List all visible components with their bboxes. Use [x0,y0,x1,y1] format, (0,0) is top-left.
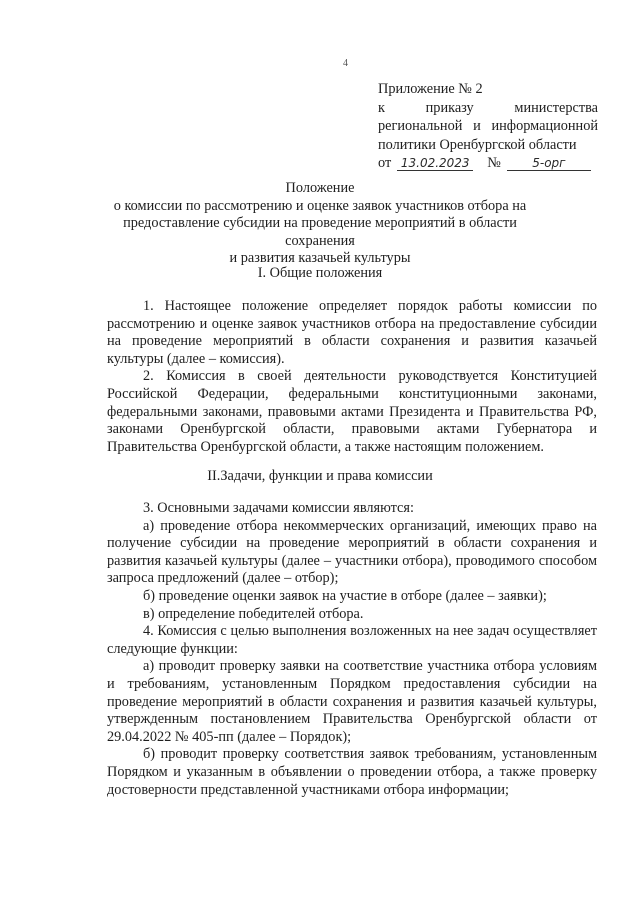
appendix-date-line [378,154,598,173]
appendix-block [378,80,598,173]
title-line-4: и развития казачьей культуры [229,250,411,266]
paragraph-3: 3. Основными задачами комиссии являются: [143,500,414,516]
paragraph-3a: а) проведение отбора некоммерческих организаций, имеющих право на получение субсидии на проведение мероприятий в области сохранения и развития казачьей культуры (далее – участники отбора), проводимого способом запроса предложений (далее – отбор); [107,517,597,587]
paragraph-4b: б) проводит проверку соответствия заявок требованиям, установленным Порядком и указанным в объявлении о проведении отбора, а также проверку достоверности представленной участниками отбора информации; [107,746,597,798]
appendix-title: Приложение № 2 [378,81,483,97]
paragraph-4a: а) проводит проверку заявки на соответствие участника отбора условиям и требованиям, установленным Порядком предоставления субсидии на проведение мероприятий в области сохранения и развития казачьей культуры, утвержденным постановлением Правительства Оренбургской области от 29.04.2022 № 405-пп (далее – Порядок); [107,658,597,745]
appendix-line-1: к приказу министерства [378,99,598,116]
section-1-heading: I. Общие положения [257,265,383,281]
page-number: 4 [343,58,348,69]
appendix-line-2: региональной и информационной [378,118,598,134]
handwritten-number: 5-орг [507,156,591,171]
number-sign: № [487,155,501,171]
section-2-heading: II.Задачи, функции и права комиссии [207,468,433,484]
title-line-3: предоставление субсидии на проведение мероприятий в области сохранения [123,215,517,249]
from-label: от [378,155,392,171]
section-2-body [107,500,597,799]
paragraph-3c: в) определение победителей отбора. [143,605,364,622]
document-title [90,180,550,268]
paragraph-3b: б) проведение оценки заявок на участие в отборе (далее – заявки); [143,587,547,604]
title-line-2: о комиссии по рассмотрению и оценке заявок участников отбора на [113,197,527,214]
paragraph-2: 2. Комиссия в своей деятельности руководствуется Конституцией Российской Федерации, федеральными конституционными законами, федеральными законами, правовыми актами Президента и Правительства РФ, законами Оренбургской области, правовыми актами Губернатора и Правительства Оренбургской области, а также настоящим положением. [107,368,597,455]
section-1-body [107,298,597,456]
handwritten-date: 13.02.2023 [397,156,473,171]
appendix-line-3: политики Оренбургской области [378,136,577,153]
title-line-1: Положение [285,180,355,196]
paragraph-4: 4. Комиссия с целью выполнения возложенных на нее задач осуществляет следующие функции: [107,623,597,657]
paragraph-1: 1. Настоящее положение определяет порядок работы комиссии по рассмотрению и оценке заявок участников отбора на предоставление субсидии на проведение мероприятий в области сохранения и развития казачьей культуры (далее – комиссия). [107,298,597,367]
